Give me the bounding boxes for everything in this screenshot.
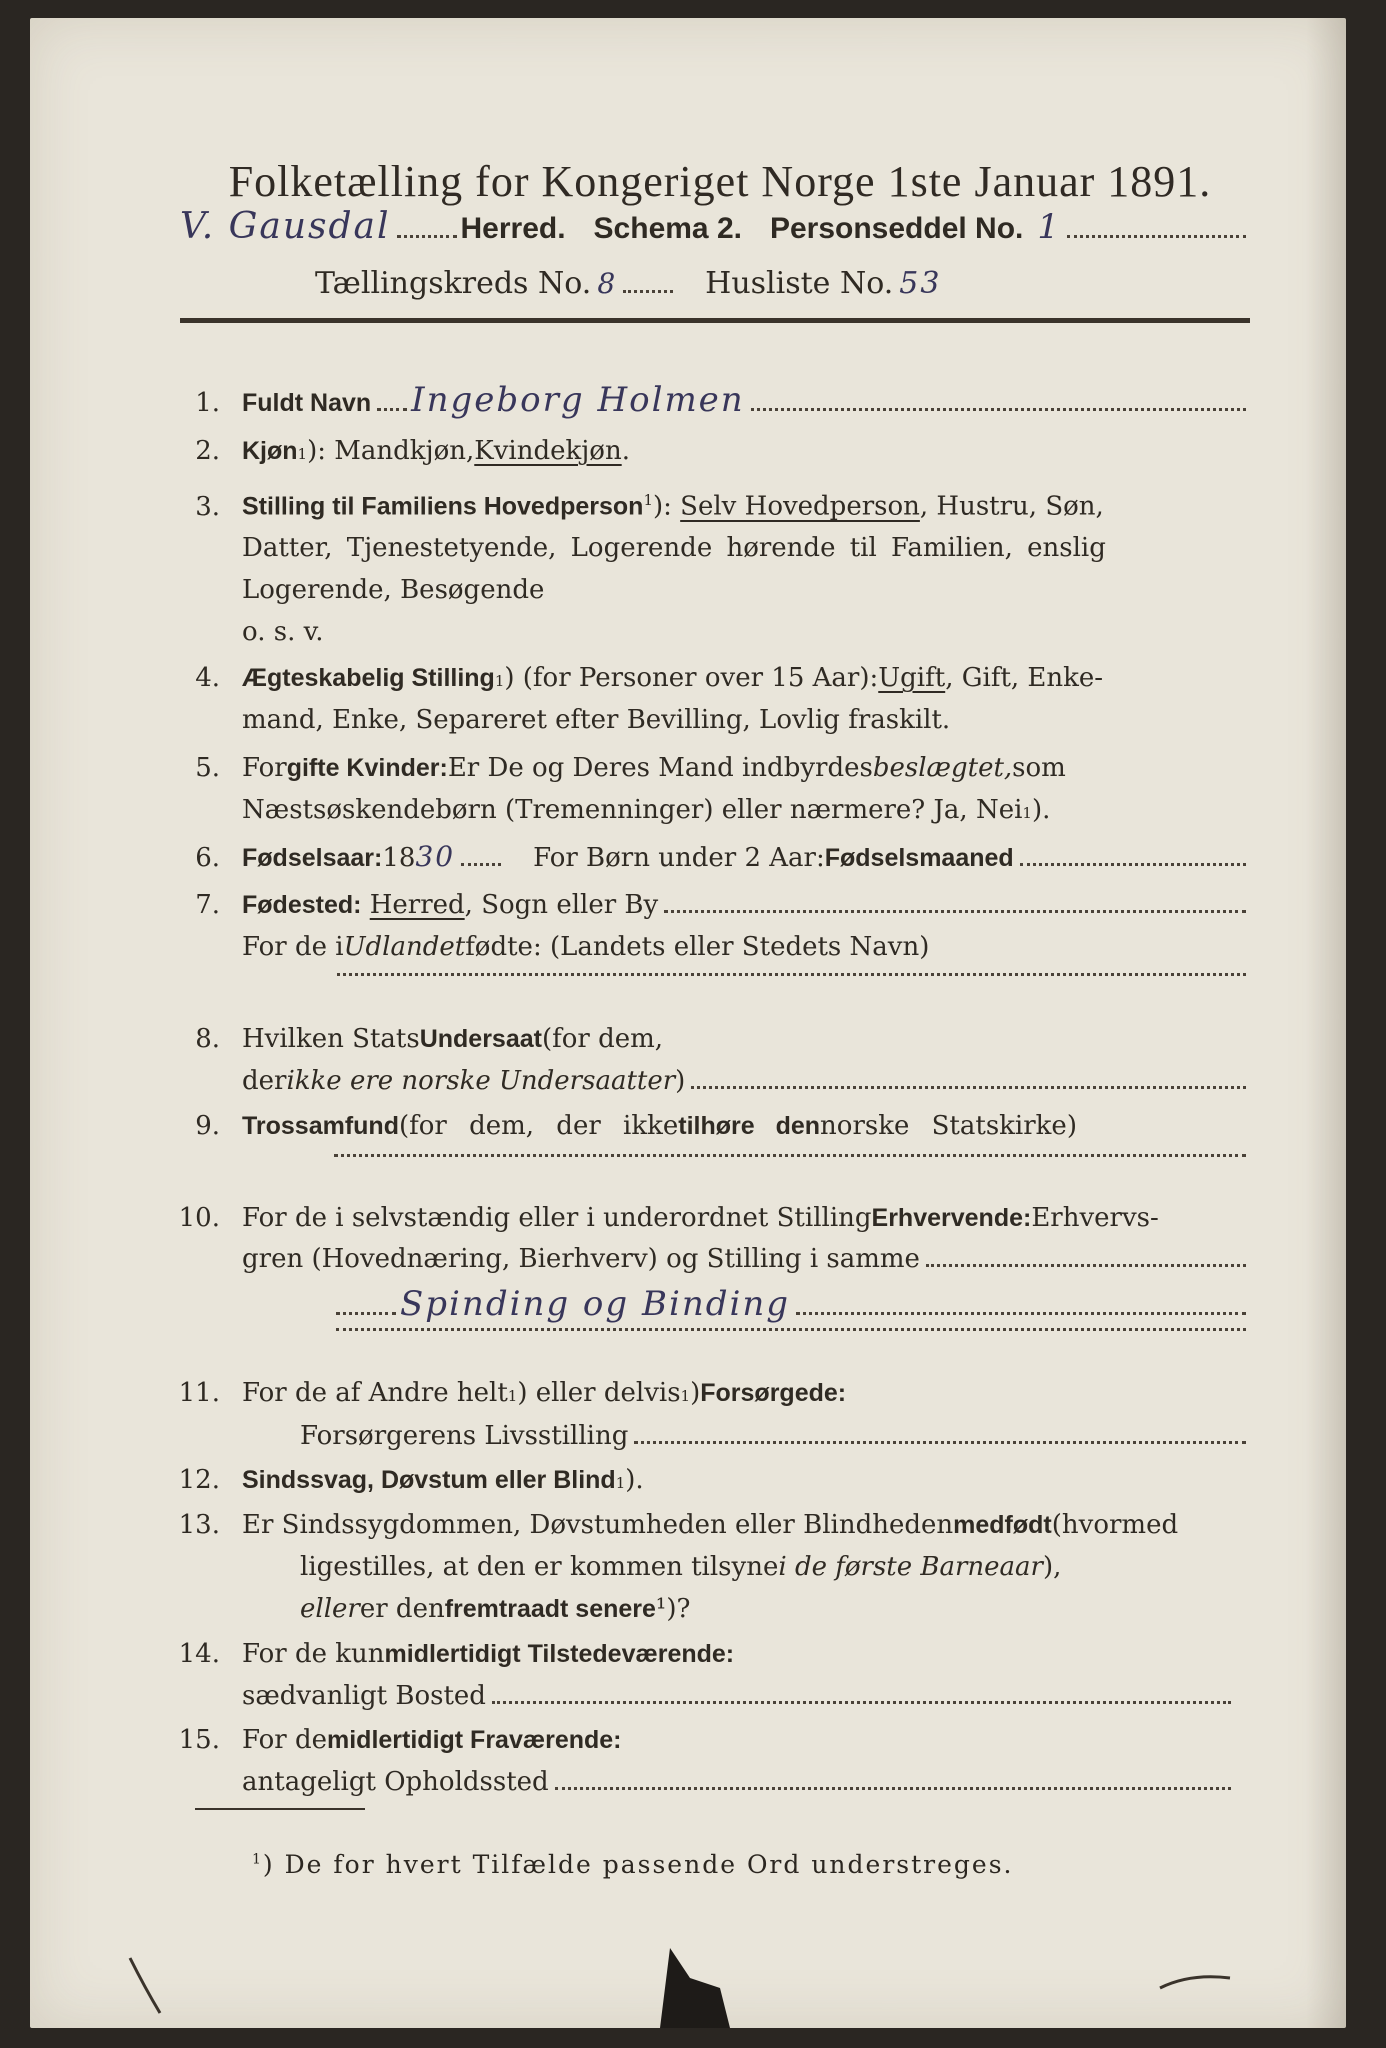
footnote-marker: 1 xyxy=(680,1387,691,1405)
footnote-marker: 1 xyxy=(1022,804,1032,822)
taellingskreds-label: Tællingskreds No. xyxy=(315,266,592,301)
item-number: 10. xyxy=(178,1203,220,1233)
fodselsmaaned-label: Fødselsmaaned xyxy=(824,844,1014,872)
item-number: 2. xyxy=(195,436,220,466)
sindssygdom-text: Er Sindssygdommen, Døvstumheden eller Blindheden xyxy=(242,1510,954,1540)
fodselsaar-value: 30 xyxy=(415,840,456,873)
dots xyxy=(555,1787,1231,1790)
item-9-row xyxy=(160,1111,1250,1141)
item-1-row xyxy=(160,380,1250,420)
torn-edge-marks xyxy=(30,1918,1346,2028)
stilling-selected: Selv Hovedperson xyxy=(680,491,920,522)
close-paren: ) xyxy=(675,1066,686,1096)
stilling-options-3: Logerende, Besøgende xyxy=(242,575,545,605)
saedvanligt-bosted: sædvanligt Bosted xyxy=(242,1681,486,1711)
herred-value: V. Gausdal xyxy=(180,206,391,247)
medfodt-label: medfødt xyxy=(953,1511,1052,1539)
tilstedevaerende-label: midlertidigt Tilstedeværende: xyxy=(384,1640,735,1668)
item-number: 8. xyxy=(195,1024,220,1054)
dots xyxy=(634,1441,1246,1444)
herred-label: Herred. xyxy=(460,212,566,245)
fremtraadt-label: fremtraadt senere xyxy=(444,1595,656,1623)
taellingskreds-dots xyxy=(623,290,673,293)
footnote-marker: 1 xyxy=(297,445,308,463)
close-paren: ). xyxy=(1031,795,1051,825)
udland-pre: For de i xyxy=(242,932,344,962)
aegteskab-options: , Gift, Enke- xyxy=(945,663,1104,693)
footnote-marker: 1 xyxy=(252,1851,263,1868)
item-3-line3 xyxy=(242,575,544,605)
herred-dots xyxy=(397,235,457,238)
item-number: 7. xyxy=(195,890,220,920)
undersaat-label: Undersaat xyxy=(419,1025,542,1053)
footnote-marker: 1 xyxy=(494,672,505,690)
som-text: som xyxy=(1012,753,1066,783)
item-number: 4. xyxy=(195,663,220,693)
husliste-label: Husliste No. xyxy=(705,266,894,301)
fravaerende-label: midlertidigt Fraværende: xyxy=(327,1726,622,1754)
dots xyxy=(337,973,1246,976)
for-de-kun: For de kun xyxy=(242,1639,385,1669)
close-paren: ). xyxy=(625,1465,644,1495)
footnote-marker: 1 xyxy=(507,1387,518,1405)
item-number: 3. xyxy=(195,491,220,522)
item-14-row xyxy=(160,1639,734,1669)
header-herred-row xyxy=(180,206,1250,247)
udland-rest: fødte: (Landets eller Stedets Navn) xyxy=(465,932,930,962)
taellingskreds-value: 8 xyxy=(597,267,618,300)
footnote-marker: 1 xyxy=(643,491,653,509)
dots xyxy=(334,1154,1246,1157)
er-den-text: er den xyxy=(359,1594,445,1624)
item-number: 14. xyxy=(178,1639,220,1669)
eller-text: eller xyxy=(300,1594,360,1624)
tilhore-den: tilhøre den xyxy=(678,1112,821,1140)
gifte-kvinder-text: Er De og Deres Mand indbyrdes xyxy=(447,753,873,783)
dots xyxy=(377,408,407,411)
census-form-sheet xyxy=(30,18,1346,2028)
dots xyxy=(336,1328,1246,1331)
erhvervs-text: Erhvervs- xyxy=(1031,1203,1159,1233)
aegteskab-selected: Ugift xyxy=(878,663,946,693)
stilling-osv: o. s. v. xyxy=(242,617,324,647)
item-12-row xyxy=(160,1465,644,1495)
delvis-text: ) eller delvis xyxy=(517,1378,681,1408)
trossamfund-text: (for dem, der ikke xyxy=(398,1111,679,1141)
aegteskab-options-2: mand, Enke, Separeret efter Bevilling, Lovlig fraskilt. xyxy=(242,705,951,735)
item-15-row xyxy=(160,1725,622,1755)
forsorgede-text: For de af Andre helt xyxy=(242,1378,508,1408)
fodested-options: , Sogn eller By xyxy=(464,890,659,920)
item-4-row xyxy=(160,663,1103,693)
statskirke-text: norske Statskirke) xyxy=(820,1111,1077,1141)
item-11-row xyxy=(160,1378,846,1408)
erhverv-text-2: gren (Hovednæring, Bierhverv) og Stilling i samme xyxy=(242,1244,920,1274)
period: . xyxy=(621,436,630,466)
item-10-line2 xyxy=(242,1244,1250,1274)
ligestilles-text: ligestilles, at den er kommen tilsyne xyxy=(300,1552,779,1582)
fuldt-navn-value: Ingeborg Holmen xyxy=(411,380,745,420)
item-5-line2 xyxy=(242,795,1050,825)
footnote-divider xyxy=(195,1808,365,1810)
sindssvag-label: Sindssvag, Døvstum eller Blind xyxy=(242,1466,616,1494)
trossamfund-label: Trossamfund xyxy=(242,1112,399,1140)
item-8-line2 xyxy=(242,1066,1250,1096)
stilling-label: Stilling til Familiens Hovedperson xyxy=(242,492,644,521)
kjon-options: ): Mandkjøn, xyxy=(307,436,475,466)
schema-label: Schema 2. xyxy=(593,212,742,245)
for-de: For de xyxy=(242,1725,327,1755)
dots xyxy=(926,1264,1246,1267)
stilling-options-2: Datter, Tjenestetyende, Logerende hørende til Familien, enslig xyxy=(242,533,1106,563)
gifte-kvinder-label: gifte Kvinder: xyxy=(286,754,448,782)
form-title: Folketælling for Kongeriget Norge 1ste Januar 1891. xyxy=(228,157,1212,206)
item-5-row xyxy=(160,753,1066,783)
question-end: ¹)? xyxy=(655,1594,691,1624)
der: der xyxy=(242,1066,287,1096)
dots xyxy=(492,1701,1231,1704)
header-kreds-row xyxy=(315,266,1135,301)
item-3-row xyxy=(160,491,1250,522)
dots xyxy=(461,863,501,866)
personseddel-value: 1 xyxy=(1037,207,1062,247)
dots xyxy=(751,408,1246,411)
item-number: 6. xyxy=(195,843,220,873)
dots xyxy=(336,1312,396,1315)
item-9-line2 xyxy=(242,1154,1250,1163)
item-number: 5. xyxy=(195,753,220,783)
erhvervende-label: Erhvervende: xyxy=(871,1204,1032,1232)
item-3-line4 xyxy=(242,617,323,647)
item-14-line2 xyxy=(242,1681,1235,1711)
dots xyxy=(664,910,1246,913)
footnote xyxy=(252,1850,1013,1879)
item-number: 15. xyxy=(178,1725,220,1755)
item-number: 12. xyxy=(178,1465,220,1495)
item-8-row xyxy=(160,1024,663,1054)
item-13-row xyxy=(160,1510,1178,1540)
item-15-line2 xyxy=(242,1767,1235,1797)
fodselsaar-label: Fødselsaar: xyxy=(242,844,383,872)
aegteskab-label: Ægteskabelig Stilling xyxy=(242,664,495,692)
udlandet-text: Udlandet xyxy=(343,932,466,962)
hvilken-stats: Hvilken Stats xyxy=(242,1024,420,1054)
item-number: 1. xyxy=(195,388,220,418)
item-7-row xyxy=(160,890,1250,920)
ikke-norske-text: ikke ere norske Undersaatter xyxy=(286,1066,676,1096)
item-number: 13. xyxy=(178,1510,220,1540)
item-10-row xyxy=(160,1203,1159,1233)
item-3-line2 xyxy=(242,533,1250,563)
personseddel-dots xyxy=(1067,235,1246,238)
item-10-line4 xyxy=(330,1328,1250,1337)
forsorgerens-livsstilling: Forsørgerens Livsstilling xyxy=(300,1421,629,1451)
close-paren: ), xyxy=(1042,1552,1062,1582)
fuldt-navn-label: Fuldt Navn xyxy=(242,389,372,417)
fodested-label: Fødested: xyxy=(242,891,362,919)
item-10-line3 xyxy=(330,1284,1250,1324)
dots xyxy=(1020,863,1246,866)
header-divider xyxy=(180,318,1250,323)
husliste-value: 53 xyxy=(899,266,942,301)
item-11-line2 xyxy=(300,1421,1250,1451)
hvormed-text: (hvormed xyxy=(1051,1510,1179,1540)
personseddel-label: Personseddel No. xyxy=(769,212,1024,245)
kjon-selected: Kvindekjøn xyxy=(474,436,622,466)
colon: ): xyxy=(653,491,672,522)
item-number: 11. xyxy=(178,1378,220,1408)
born-under-2-text: For Børn under 2 Aar: xyxy=(533,843,825,873)
gifte-kvinder-text-2: Næstsøskendebørn (Tremenninger) eller nærmere? Ja, Nei xyxy=(242,795,1023,825)
dots xyxy=(691,1086,1246,1089)
item-4-line2 xyxy=(242,705,950,735)
forsorgede-label: Forsørgede: xyxy=(700,1379,847,1407)
for-text: For xyxy=(242,753,287,783)
footnote-text: ) De for hvert Tilfælde passende Ord understreges. xyxy=(262,1850,1014,1879)
item-7-line2 xyxy=(242,932,929,962)
erhverv-text: For de i selvstændig eller i underordnet Stilling xyxy=(242,1203,872,1233)
item-7-line3 xyxy=(242,973,1250,982)
fodested-selected: Herred xyxy=(369,890,465,920)
stilling-options: , Hustru, Søn, xyxy=(919,491,1104,522)
kjon-label: Kjøn xyxy=(242,437,298,465)
antageligt-opholdssted: antageligt Opholdssted xyxy=(242,1767,549,1797)
item-number: 9. xyxy=(195,1111,220,1141)
fodselsaar-prefix: 18 xyxy=(382,843,416,873)
item-2-row xyxy=(160,436,630,466)
for-dem: (for dem, xyxy=(541,1024,664,1054)
page-edge-shadow xyxy=(1306,18,1346,2028)
erhverv-value: Spinding og Binding xyxy=(400,1284,791,1324)
footnote-marker: 1 xyxy=(615,1474,626,1492)
beslaegtet-text: beslægtet, xyxy=(872,753,1013,783)
item-13-line3 xyxy=(300,1594,690,1624)
forste-barneaar-text: i de første Barneaar xyxy=(778,1552,1043,1582)
close-paren: ) xyxy=(690,1378,701,1408)
item-6-row xyxy=(160,840,1250,873)
dots xyxy=(796,1312,1246,1315)
aegteskab-note: ) (for Personer over 15 Aar): xyxy=(504,663,879,693)
item-13-line2 xyxy=(300,1552,1061,1582)
